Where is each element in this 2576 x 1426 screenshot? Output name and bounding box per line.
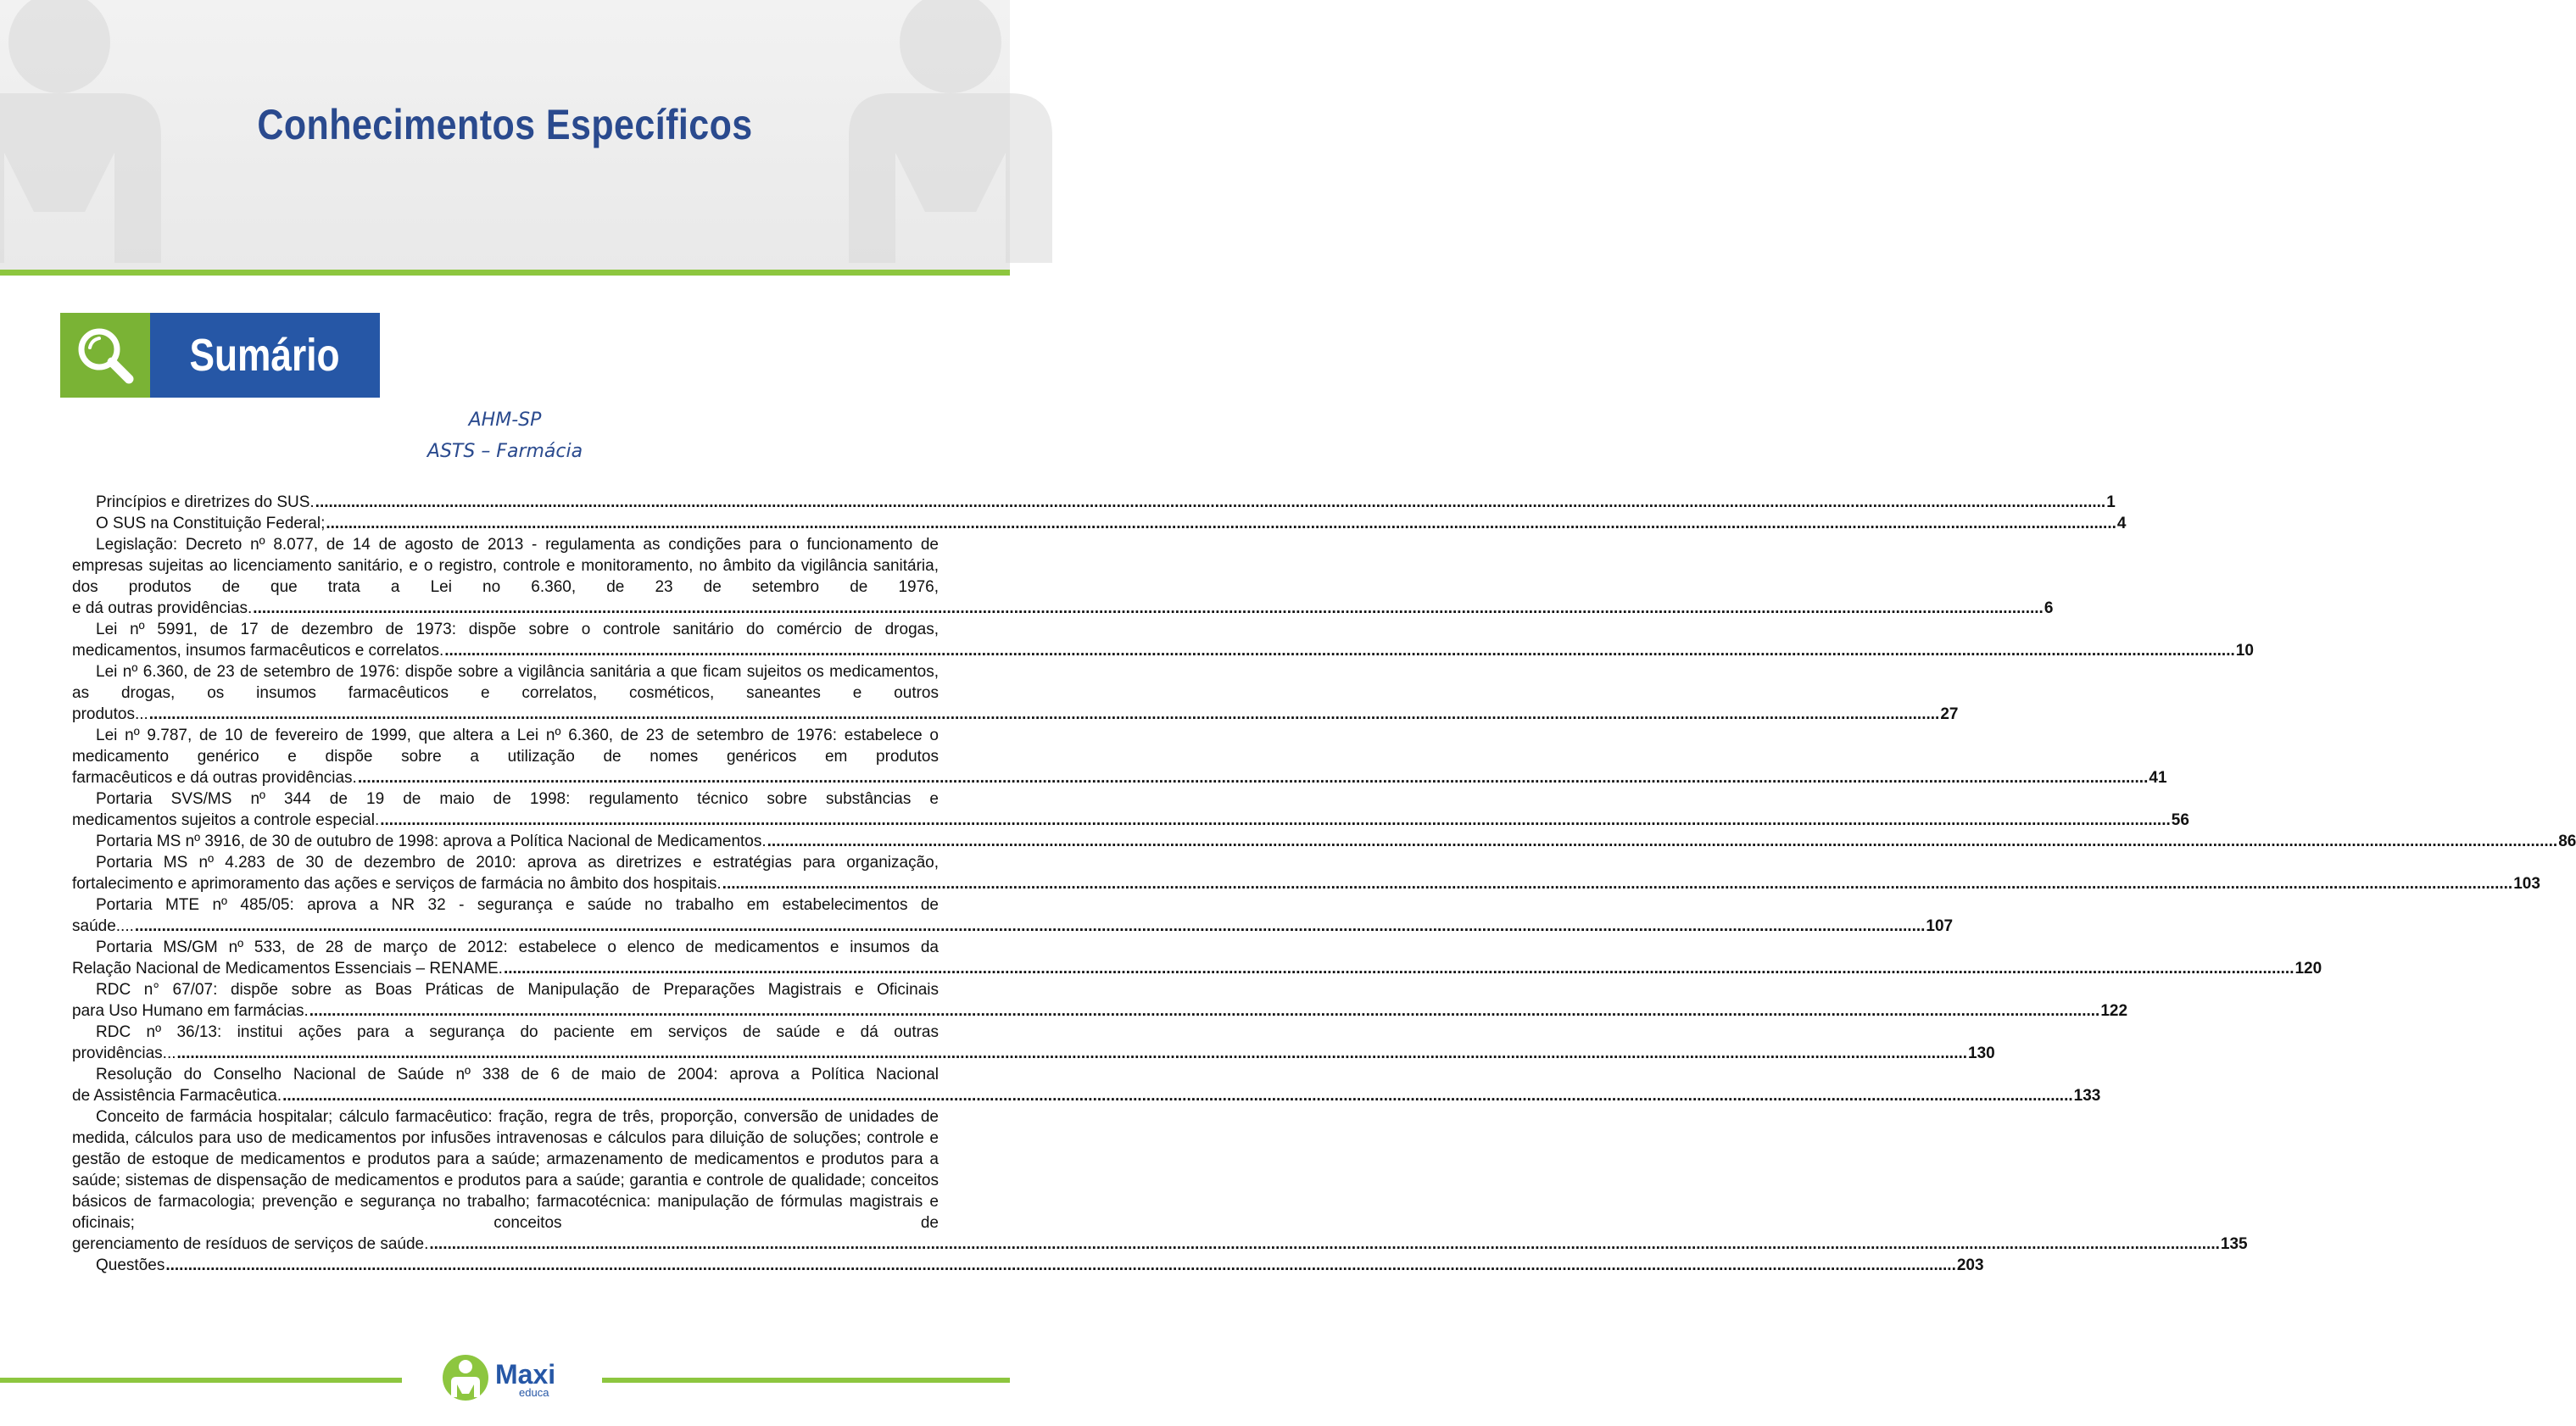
toc-leader-dots: ................................................................................................................................................................................................................................................................................................................................................................................................................	[134, 917, 1926, 935]
toc-entry-text: Portaria MS nº 4.283 de 30 de dezembro de 2010: aprova as diretrizes e estratégias para organização,	[96, 854, 939, 872]
magnifier-icon	[74, 324, 137, 387]
summary-banner	[60, 313, 380, 398]
toc-entry-text: Portaria MS nº 3916, de 30 de outubro de 1998: aprova a Política Nacional de Medicamentos.	[96, 833, 767, 850]
toc-entry-text: fortalecimento e aprimoramento das ações e serviços de farmácia no âmbito dos hospitais.	[72, 875, 722, 893]
exam-organization: AHM-SP	[468, 409, 542, 431]
toc-entry-text: para Uso Humano em farmácias.	[72, 1002, 309, 1020]
toc-page-number: 4	[2116, 515, 2127, 532]
brand-tagline: educa	[519, 1386, 549, 1399]
toc-entry[interactable]	[72, 492, 2116, 513]
toc-page-number: 107	[1926, 917, 1954, 935]
toc-entry-text: Princípios e diretrizes do SUS.	[96, 493, 315, 511]
toc-entry[interactable]	[72, 1106, 2248, 1255]
toc-entry-text: saúde....	[72, 917, 134, 935]
toc-leader-dots: ................................................................................................................................................................................................................................................................................................................................................................................................................	[315, 493, 2106, 511]
toc-leader-dots: ................................................................................................................................................................................................................................................................................................................................................................................................................	[309, 1002, 2100, 1020]
toc-entry-text: gerenciamento de resíduos de serviços de saúde.	[72, 1235, 429, 1253]
toc-leader-dots: ................................................................................................................................................................................................................................................................................................................................................................................................................	[380, 811, 2171, 829]
toc-entry-text: Lei nº 9.787, de 10 de fevereiro de 1999, que altera a Lei nº 6.360, de 23 de setembro de 1976: estabelece o medicamento genérico e dispõe sobre a utilização de nomes genéricos em produtos	[72, 727, 939, 766]
toc-leader-dots: ................................................................................................................................................................................................................................................................................................................................................................................................................	[767, 833, 2558, 850]
toc-entry-text: Questões	[96, 1256, 165, 1274]
toc-entry-text: Conceito de farmácia hospitalar; cálculo farmacêutico: fração, regra de três, proporção, conversão de unidades de medida, cálculos para uso de medicamentos por infusões intravenosas e cálculos para diluição de soluções; controle e gestão de estoque de medicamentos e produtos para a saúde; armazenamento de medicamentos e produtos para a saúde; sistemas de dispensação de medicamentos e produtos para a saúde; garantia e controle de qualidade; conceitos básicos de farmacologia; prevenção e segurança no trabalho; farmacotécnica: manipulação de fórmulas magistrais e oficinais; conceitos de	[72, 1108, 939, 1232]
toc-leader-dots: ................................................................................................................................................................................................................................................................................................................................................................................................................	[357, 769, 2149, 787]
toc-entry-text: O SUS na Constituição Federal;	[96, 515, 326, 532]
toc-leader-dots: ................................................................................................................................................................................................................................................................................................................................................................................................................	[429, 1235, 2220, 1253]
toc-page-number: 10	[2235, 642, 2254, 660]
toc-entry-text: e dá outras providências.	[72, 599, 253, 617]
toc-entry[interactable]	[72, 1064, 2101, 1106]
footer-logo	[441, 1350, 585, 1409]
toc-entry-text: medicamentos sujeitos a controle especial.	[72, 811, 380, 829]
toc-entry[interactable]	[72, 894, 1954, 937]
toc-entry[interactable]	[72, 661, 1959, 725]
toc-entry-text: farmacêuticos e dá outras providências.	[72, 769, 357, 787]
footer-divider-right	[602, 1378, 1010, 1383]
toc-entry-text: de Assistência Farmacêutica.	[72, 1087, 282, 1105]
toc-entry[interactable]	[72, 937, 2322, 979]
toc-page-number: 130	[1968, 1044, 1995, 1062]
toc-entry-text: Portaria MS/GM nº 533, de 28 de março de 2012: estabelece o elenco de medicamentos e insumos da	[96, 939, 939, 956]
toc-entry-text: Lei nº 6.360, de 23 de setembro de 1976: dispõe sobre a vigilância sanitária a que ficam sujeitos os medicamentos, as drogas, os insumos farmacêuticos e correlatos, cosméticos, saneantes e outros	[72, 663, 939, 702]
toc-leader-dots: ................................................................................................................................................................................................................................................................................................................................................................................................................	[176, 1044, 1968, 1062]
toc-entry[interactable]	[72, 1255, 1984, 1276]
toc-page-number: 103	[2513, 875, 2540, 893]
toc-entry[interactable]	[72, 619, 2254, 661]
summary-icon-box	[60, 313, 150, 398]
toc-entry-text: medicamentos, insumos farmacêuticos e correlatos.	[72, 642, 444, 660]
toc-entry-text: Legislação: Decreto nº 8.077, de 14 de agosto de 2013 - regulamenta as condições para o funcionamento de empresas sujeitas ao licenciamento sanitário, e o registro, controle e monitoramento, no âmbito da vigilância sanitária, dos produtos de que trata a Lei no 6.360, de 23 de setembro de 1976,	[72, 536, 939, 596]
toc-leader-dots: ................................................................................................................................................................................................................................................................................................................................................................................................................	[253, 599, 2044, 617]
toc-page-number: 1	[2106, 493, 2116, 511]
toc-entry[interactable]	[72, 725, 2167, 788]
header-divider	[0, 270, 1010, 276]
toc-entry[interactable]	[72, 831, 2576, 852]
toc-leader-dots: ................................................................................................................................................................................................................................................................................................................................................................................................................	[165, 1256, 1956, 1274]
table-of-contents	[72, 492, 2576, 1276]
toc-page-number: 41	[2149, 769, 2167, 787]
maxi-logo-icon	[441, 1353, 490, 1406]
page-header	[0, 0, 1010, 270]
toc-page-number: 86	[2558, 833, 2576, 850]
toc-entry-text: Portaria MTE nº 485/05: aprova a NR 32 - segurança e saúde no trabalho em estabelecimentos de	[96, 896, 939, 914]
toc-page-number: 135	[2220, 1235, 2248, 1253]
toc-page-number: 56	[2171, 811, 2189, 829]
toc-entry[interactable]	[72, 1022, 1995, 1064]
toc-page-number: 122	[2100, 1002, 2128, 1020]
toc-entry-text: produtos...	[72, 705, 148, 723]
toc-entry[interactable]	[72, 979, 2128, 1022]
toc-page-number: 120	[2294, 960, 2322, 978]
toc-leader-dots: ................................................................................................................................................................................................................................................................................................................................................................................................................	[282, 1087, 2073, 1105]
toc-page-number: 133	[2073, 1087, 2101, 1105]
brand-name: Maxi	[495, 1359, 556, 1390]
toc-leader-dots: ................................................................................................................................................................................................................................................................................................................................................................................................................	[326, 515, 2116, 532]
toc-leader-dots: ................................................................................................................................................................................................................................................................................................................................................................................................................	[722, 875, 2513, 893]
exam-role: ASTS – Farmácia	[427, 441, 583, 462]
toc-entry[interactable]	[72, 534, 2054, 619]
toc-entry[interactable]	[72, 513, 2127, 534]
toc-entry-text: providências...	[72, 1044, 176, 1062]
toc-entry-text: Resolução do Conselho Nacional de Saúde nº 338 de 6 de maio de 2004: aprova a Política Nacional	[96, 1066, 939, 1083]
summary-heading: Sumário	[150, 313, 380, 398]
toc-page-number: 27	[1940, 705, 1959, 723]
footer-divider-left	[0, 1378, 402, 1383]
toc-leader-dots: ................................................................................................................................................................................................................................................................................................................................................................................................................	[148, 705, 1940, 723]
toc-page-number: 203	[1956, 1256, 1984, 1274]
toc-entry-text: RDC n° 67/07: dispõe sobre as Boas Práticas de Manipulação de Preparações Magistrais e Oficinais	[96, 981, 939, 999]
toc-entry-text: Relação Nacional de Medicamentos Essenciais – RENAME.	[72, 960, 503, 978]
toc-entry-text: Portaria SVS/MS nº 344 de 19 de maio de 1998: regulamento técnico sobre substâncias e	[96, 790, 939, 808]
toc-leader-dots: ................................................................................................................................................................................................................................................................................................................................................................................................................	[503, 960, 2294, 978]
toc-leader-dots: ................................................................................................................................................................................................................................................................................................................................................................................................................	[444, 642, 2235, 660]
toc-entry-text: RDC nº 36/13: institui ações para a segurança do paciente em serviços de saúde e dá outras	[96, 1023, 939, 1041]
page-title: Conhecimentos Específicos	[257, 101, 753, 148]
toc-entry-text: Lei nº 5991, de 17 de dezembro de 1973: dispõe sobre o controle sanitário do comércio de drogas,	[96, 621, 939, 638]
toc-entry[interactable]	[72, 788, 2189, 831]
toc-page-number: 6	[2044, 599, 2054, 617]
toc-entry[interactable]	[72, 852, 2540, 894]
